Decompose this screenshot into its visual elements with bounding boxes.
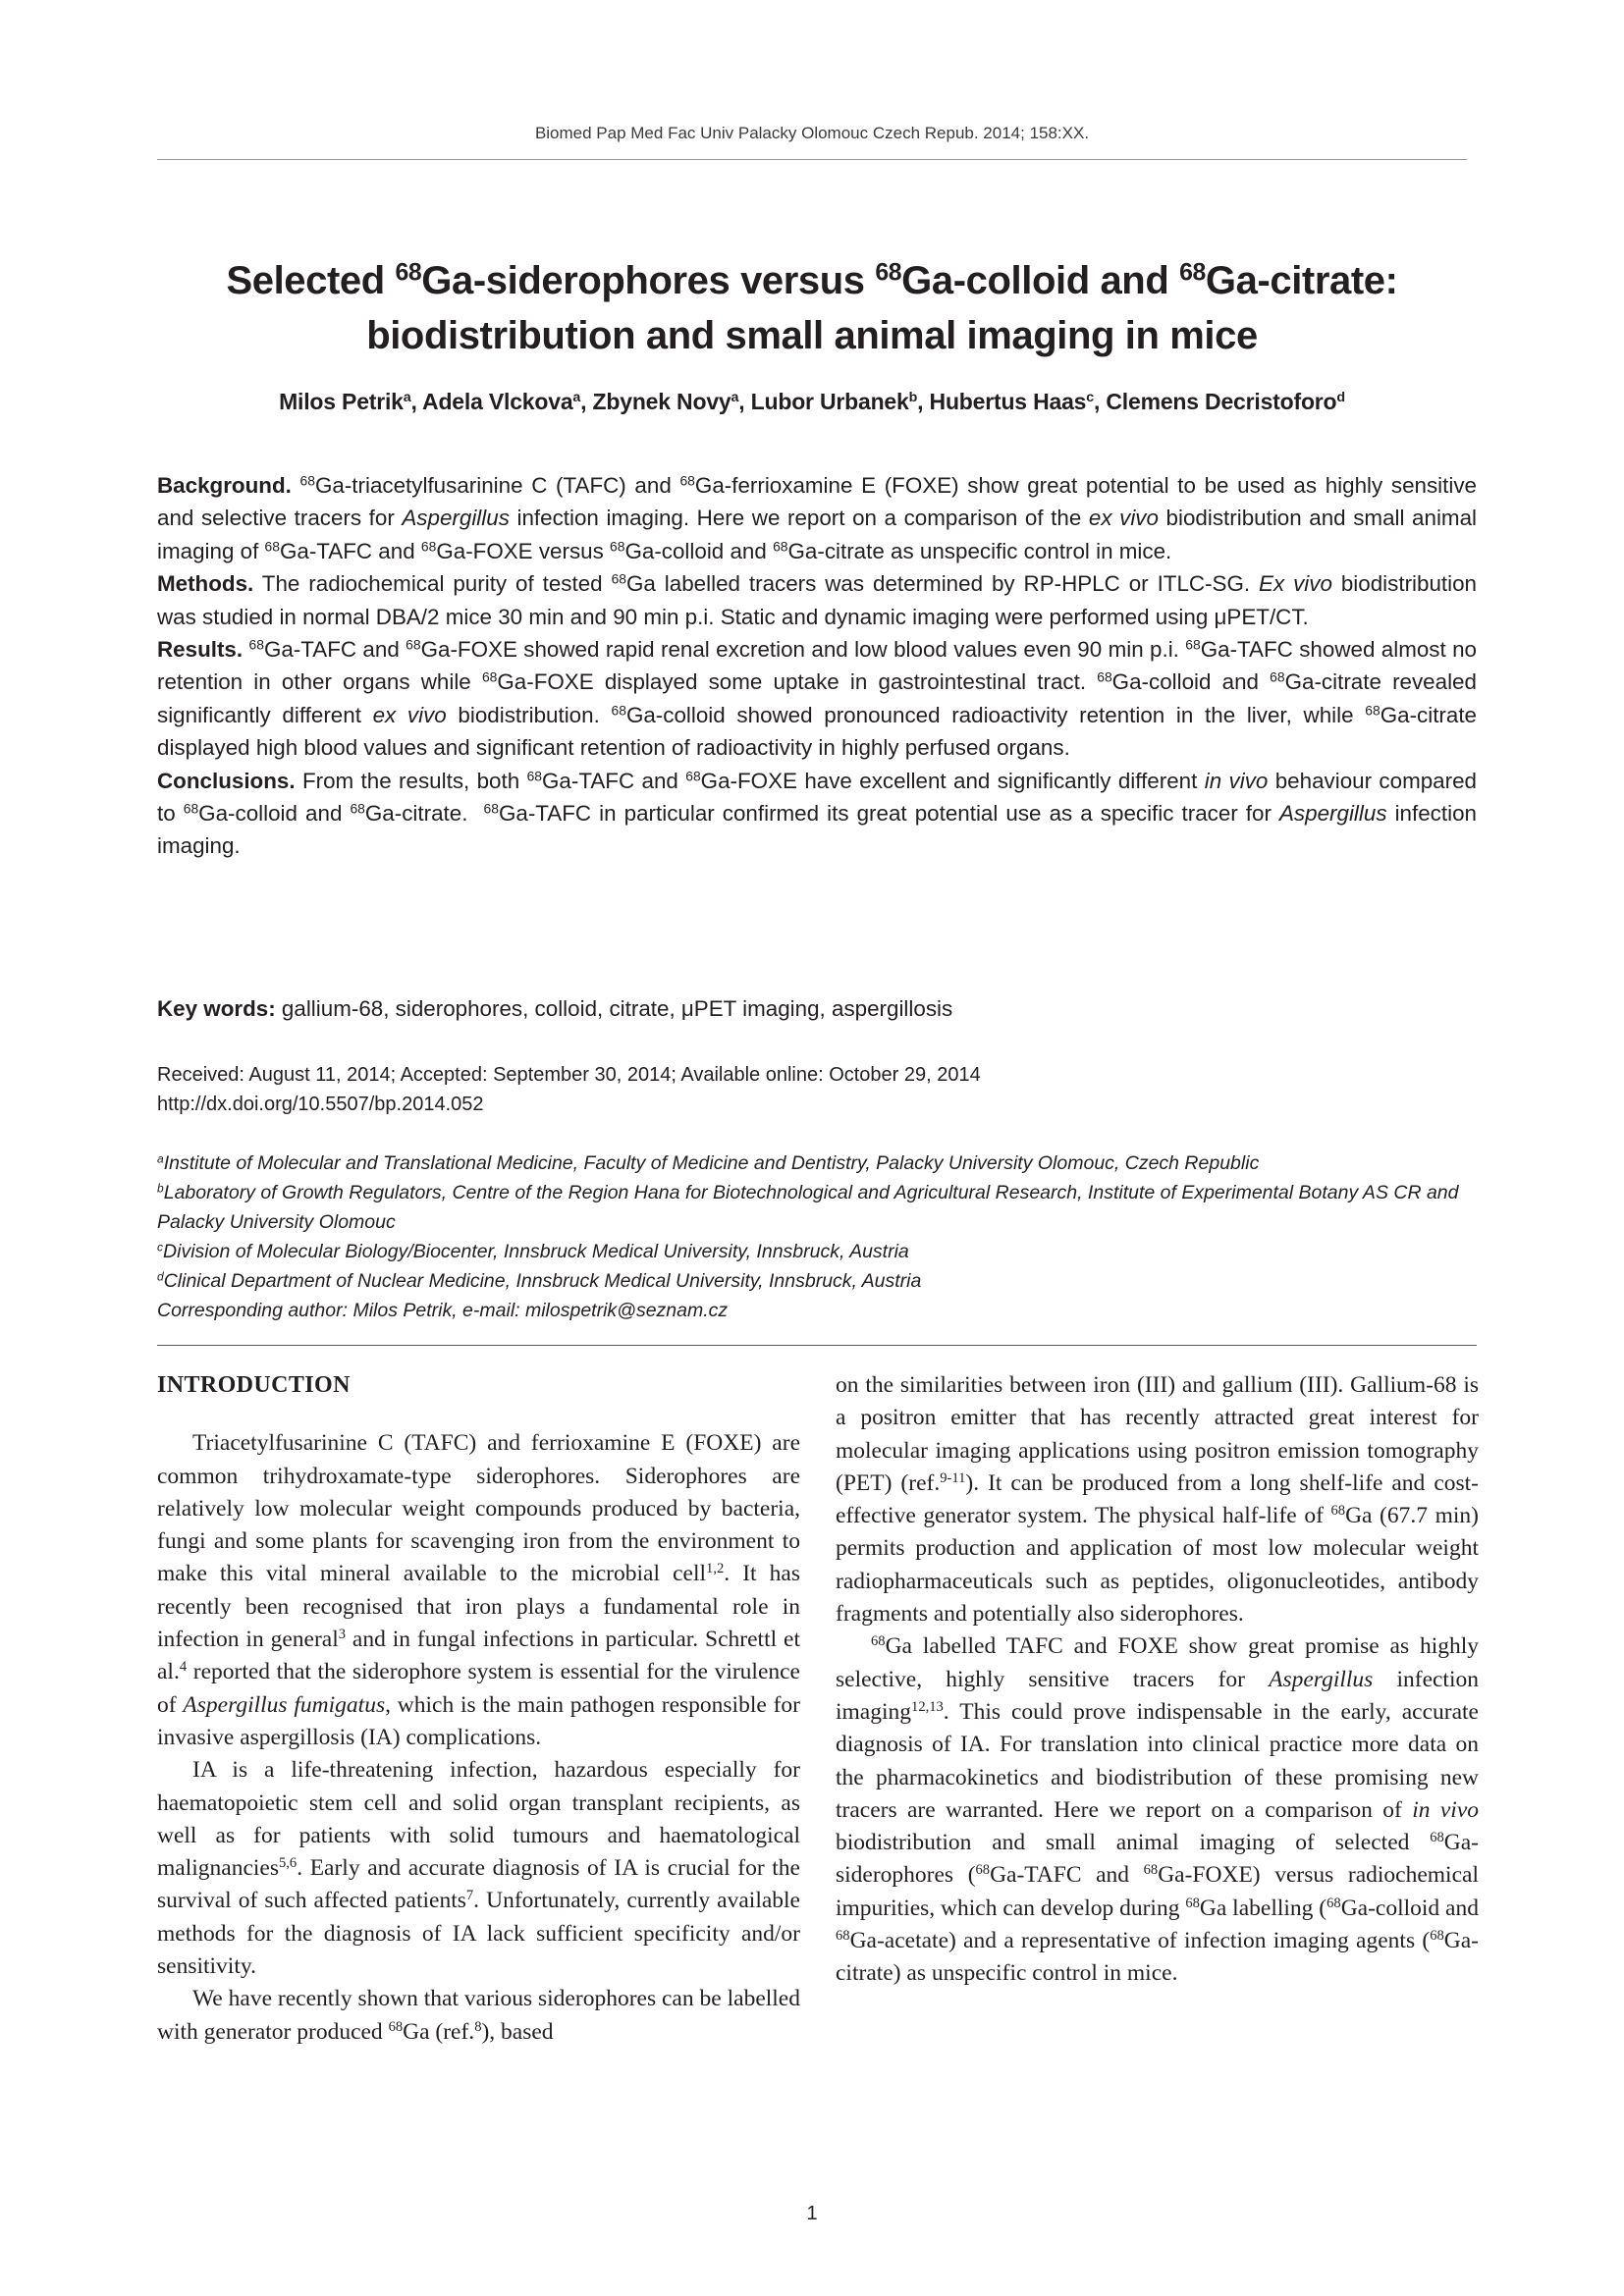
- abstract-label: Methods.: [157, 571, 254, 597]
- abstract-label: Conclusions.: [157, 768, 296, 793]
- keywords-label: Key words:: [157, 996, 276, 1021]
- section-heading: INTRODUCTION: [157, 1372, 351, 1398]
- affiliation-mark: c: [157, 1240, 164, 1255]
- affiliation: $^a$Institute of Molecular and Translational Medicine, Faculty of Medicine and Dentistry, Palacky University Olomouc, Czech Republic: [157, 1151, 1260, 1174]
- author-name: Clemens Decristoforo: [1106, 389, 1337, 414]
- corresponding-author: Corresponding author: Milos Petrik, e-mail: milospetrik@seznam.cz: [157, 1300, 729, 1321]
- author-affiliation-mark: b: [908, 390, 918, 406]
- author-affiliation-mark: c: [1086, 390, 1094, 406]
- body-paragraph: $^{68}$Ga labelled TAFC and FOXE show great promise as highly selective, highly sensitive tracers for Aspergillus infection imaging$^{12,13}$. This could prove indispensable in the early, accurate diagnosis of IA. For translation into clinical practice more data on the pharmacokinetics and biodistribution of these promising new tracers are warranted. Here we report on a comparison of in vivo biodistribution and small animal imaging of selected $^{68}$Ga-siderophores ($^{68}$Ga-TAFC and $^{68}$Ga-FOXE) versus radiochemical impurities, which can develop during $^{68}$Ga labelling ($^{68}$Ga-colloid and $^{68}$Ga-acetate) and a representative of infection imaging agents ($^{68}$Ga-citrate) as unspecific control in mice.: [836, 1633, 1479, 1987]
- title-part: Ga-citrate:: [1205, 259, 1398, 302]
- keywords: [157, 996, 1477, 1022]
- affiliation-mark: b: [157, 1181, 164, 1196]
- author-affiliation-mark: d: [1336, 390, 1345, 406]
- body-column-left: [157, 1369, 800, 2049]
- author-affiliation-mark: a: [572, 390, 581, 406]
- received-info: [157, 1060, 1477, 1119]
- body-paragraph: Triacetylfusarinine C (TAFC) and ferrioxamine E (FOXE) are common trihydroxamate-type siderophores. Siderophores are relatively low molecular weight compounds produced by bacteria, fungi and some plants for scavenging iron from the environment to make this vital mineral available to the microbial cell$^{1,2}$. It has recently been recognised that iron plays a fundamental role in infection in general$^3$ and in fungal infections in particular. Schrettl et al.$^4$ reported that the siderophore system is essential for the virulence of Aspergillus fumigatus, which is the main pathogen responsible for invasive aspergillosis (IA) complications.: [157, 1430, 801, 1750]
- author-affiliation-mark: a: [731, 390, 739, 406]
- running-header: Biomed Pap Med Fac Univ Palacky Olomouc Czech Repub. 2014; 158:XX.: [534, 124, 1090, 142]
- affiliation: $^c$Division of Molecular Biology/Biocenter, Innsbruck Medical University, Innsbruck, Austria: [157, 1240, 909, 1262]
- doi-link[interactable]: http://dx.doi.org/10.5507/bp.2014.052: [157, 1094, 484, 1115]
- affiliation-mark: a: [157, 1151, 164, 1166]
- isotope-superscript: 68: [1179, 259, 1206, 287]
- abstract-background: Background. $^{68}$Ga-triacetylfusarinine C (TAFC) and $^{68}$Ga-ferrioxamine E (FOXE) show great potential to be used as highly sensitive and selective tracers for Aspergillus infection imaging. Here we report on a comparison of the ex vivo biodistribution and small animal imaging of $^{68}$Ga-TAFC and $^{68}$Ga-FOXE versus $^{68}$Ga-colloid and $^{68}$Ga-citrate as unspecific control in mice.: [157, 472, 1478, 563]
- affiliations: [157, 1148, 1477, 1325]
- abstract-label: Results.: [157, 637, 244, 663]
- title-part: Ga-colloid and: [901, 259, 1180, 302]
- abstract-results: Results. $^{68}$Ga-TAFC and $^{68}$Ga-FOXE showed rapid renal excretion and low blood values even 90 min p.i. $^{68}$Ga-TAFC showed almost no retention in other organs while $^{68}$Ga-FOXE displayed some uptake in gastrointestinal tract. $^{68}$Ga-colloid and $^{68}$Ga-citrate revealed significantly different ex vivo biodistribution. $^{68}$Ga-colloid showed pronounced radioactivity retention in the liver, while $^{68}$Ga-citrate displayed high blood values and significant retention of radioactivity in highly perfused organs.: [157, 636, 1478, 761]
- paper-title: [157, 253, 1467, 363]
- author-name: Milos Petrik: [279, 389, 404, 414]
- abstract: [157, 469, 1477, 863]
- header-rule: [157, 159, 1467, 160]
- author-name: Adela Vlckova: [422, 389, 573, 414]
- affiliations-rule: [157, 1345, 1477, 1346]
- isotope-superscript: 68: [875, 259, 902, 287]
- title-part: Ga-siderophores versus: [421, 259, 876, 302]
- body-column-right: [836, 1369, 1479, 1991]
- keywords-text: gallium-68, siderophores, colloid, citrate, μPET imaging, aspergillosis: [275, 996, 953, 1021]
- author-name: Zbynek Novy: [592, 389, 731, 414]
- title-part: Selected: [226, 259, 396, 302]
- received-dates: Received: August 11, 2014; Accepted: September 30, 2014; Available online: October 29, 2014: [157, 1064, 981, 1086]
- body-paragraph: on the similarities between iron (III) and gallium (III). Gallium-68 is a positron emitter that has recently attracted great interest for molecular imaging applications using positron emission tomography (PET) (ref.$^{9-11}$). It can be produced from a long shelf-life and cost-effective generator system. The physical half-life of $^{68}$Ga (67.7 min) permits production and application of most low molecular weight radiopharmaceuticals such as peptides, oligonucleotides, antibody fragments and potentially also siderophores.: [836, 1372, 1479, 1628]
- abstract-methods: Methods. The radiochemical purity of tested $^{68}$Ga labelled tracers was determined by RP-HPLC or ITLC-SG. Ex vivo biodistribution was studied in normal DBA/2 mice 30 min and 90 min p.i. Static and dynamic imaging were performed using μPET/CT.: [157, 570, 1478, 629]
- isotope-superscript: 68: [395, 259, 422, 287]
- author-affiliation-mark: a: [403, 390, 411, 406]
- title-line-2: biodistribution and small animal imaging in mice: [366, 314, 1258, 357]
- affiliation: $^d$Clinical Department of Nuclear Medicine, Innsbruck Medical University, Innsbruck, Austria: [157, 1269, 922, 1292]
- author-name: Lubor Urbanek: [750, 389, 909, 414]
- affiliation: $^b$Laboratory of Growth Regulators, Centre of the Region Hana for Biotechnological and Agricultural Research, Institute of Experimental Botany AS CR and Palacky University Olomouc: [157, 1181, 1459, 1233]
- body-paragraph: IA is a life-threatening infection, hazardous especially for haematopoietic stem cell and solid organ transplant recipients, as well as for patients with solid tumours and haematological malignancies$^{5,6}$. Early and accurate diagnosis of IA is crucial for the survival of such affected patients$^7$. Unfortunately, currently available methods for the diagnosis of IA lack sufficient specificity and/or sensitivity.: [157, 1757, 800, 1980]
- author-list: Milos Petrik$^a$, Adela Vlckova$^a$, Zbynek Novy$^a$, Lubor Urbanek$^b$, Hubertus Haas$^c$, Clemens Decristoforo$^d$: [279, 389, 1345, 414]
- body-paragraph: We have recently shown that various siderophores can be labelled with generator produced $^{68}$Ga (ref.$^8$), based: [157, 1986, 800, 2045]
- page-number: 1: [806, 2203, 818, 2224]
- affiliation-mark: d: [157, 1269, 164, 1284]
- abstract-conclusions: Conclusions. From the results, both $^{68}$Ga-TAFC and $^{68}$Ga-FOXE have excellent and significantly different in vivo behaviour compared to $^{68}$Ga-colloid and $^{68}$Ga-citrate. $^{68}$Ga-TAFC in particular confirmed its great potential use as a specific tracer for Aspergillus infection imaging.: [157, 768, 1477, 859]
- author-name: Hubertus Haas: [929, 389, 1087, 414]
- abstract-label: Background.: [157, 473, 292, 498]
